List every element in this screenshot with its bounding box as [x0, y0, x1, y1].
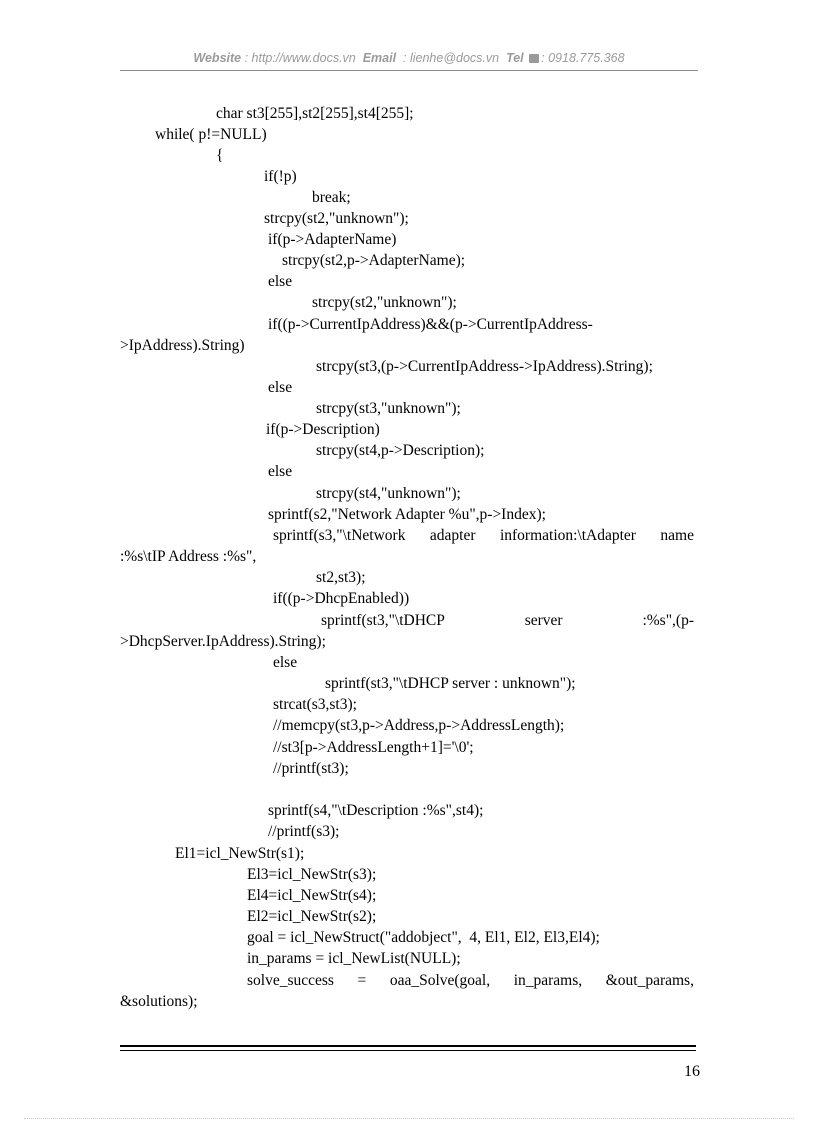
code-line: strcpy(st4,"unknown"); [316, 485, 461, 502]
code-line: strcpy(st2,"unknown"); [264, 210, 409, 227]
code-line: sprintf(s4,"\tDescription :%s",st4); [268, 802, 484, 819]
code-line: strcpy(st4,p->Description); [316, 442, 485, 459]
code-line: strcpy(st2,"unknown"); [312, 294, 457, 311]
code-line: if((p->DhcpEnabled)) [273, 590, 410, 607]
code-line: //memcpy(st3,p->Address,p->AddressLength); [273, 717, 565, 734]
website-url: : http://www.docs.vn [244, 51, 356, 65]
code-line: &solutions); [120, 993, 198, 1010]
code-word: in_params, [513, 972, 583, 989]
code-line: >IpAddress).String) [120, 337, 245, 354]
website-label: Website [193, 51, 242, 65]
page-number: 16 [684, 1063, 700, 1080]
code-line: El1=icl_NewStr(s1); [175, 845, 305, 862]
code-line: if(!p) [264, 168, 297, 185]
code-line: break; [312, 189, 351, 206]
email-label: Email [362, 51, 397, 65]
code-line: //printf(st3); [273, 760, 349, 777]
code-line [273, 525, 694, 546]
tel-number: : 0918.775.368 [541, 51, 625, 65]
code-word: server [524, 612, 563, 629]
code-word: oaa_Solve(goal, [389, 972, 491, 989]
code-line: st2,st3); [316, 569, 366, 586]
code-line: else [268, 463, 293, 480]
code-line: >DhcpServer.IpAddress).String); [120, 633, 326, 650]
page-header [120, 51, 698, 65]
header-rule [120, 70, 698, 71]
code-line [247, 970, 694, 991]
code-line: goal = icl_NewStruct("addobject", 4, El1, El2, El3,El4); [247, 929, 600, 946]
code-word: adapter [429, 527, 476, 544]
code-line: //st3[p->AddressLength+1]='\0'; [273, 739, 474, 756]
footer-rule [120, 1045, 696, 1047]
code-line: in_params = icl_NewList(NULL); [247, 950, 461, 967]
code-word: :%s",(p- [642, 612, 694, 629]
page-bottom-border [24, 1118, 794, 1119]
code-line: { [216, 147, 224, 164]
code-line: sprintf(st3,"\tDHCP server : unknown"); [325, 675, 576, 692]
code-line: strcpy(st3,(p->CurrentIpAddress->IpAddress).String); [316, 358, 653, 375]
code-line: if(p->Description) [266, 421, 380, 438]
code-line: else [268, 273, 293, 290]
code-line: :%s\tIP Address :%s", [120, 548, 257, 565]
code-line: strcat(s3,st3); [273, 696, 357, 713]
code-line: El4=icl_NewStr(s4); [247, 887, 377, 904]
code-line: sprintf(s2,"Network Adapter %u",p->Index); [268, 506, 546, 523]
code-line: strcpy(st3,"unknown"); [316, 400, 461, 417]
code-word: information:\tAdapter [499, 527, 636, 544]
code-line [321, 610, 694, 631]
code-word: solve_success [247, 972, 334, 989]
code-line: El3=icl_NewStr(s3); [247, 866, 377, 883]
code-line: strcpy(st2,p->AdapterName); [282, 252, 466, 269]
code-line: El2=icl_NewStr(s2); [247, 908, 377, 925]
email-address: : lienhe@docs.vn [403, 51, 500, 65]
code-word: sprintf(s3,"\tNetwork [273, 527, 406, 544]
code-line: else [273, 654, 298, 671]
code-line: if((p->CurrentIpAddress)&&(p->CurrentIpAddress- [268, 316, 593, 333]
footer-rule-thin [120, 1050, 696, 1051]
code-line: while( p!=NULL) [155, 126, 267, 143]
code-word: = [357, 972, 367, 989]
code-word: name [660, 527, 694, 544]
tel-label: Tel [506, 51, 524, 65]
code-line: //printf(s3); [268, 823, 340, 840]
code-line: char st3[255],st2[255],st4[255]; [216, 105, 414, 122]
code-word: &out_params, [605, 972, 694, 989]
phone-icon [529, 54, 539, 63]
code-line: if(p->AdapterName) [268, 231, 397, 248]
code-word: sprintf(st3,"\tDHCP [321, 612, 445, 629]
code-line: else [268, 379, 293, 396]
